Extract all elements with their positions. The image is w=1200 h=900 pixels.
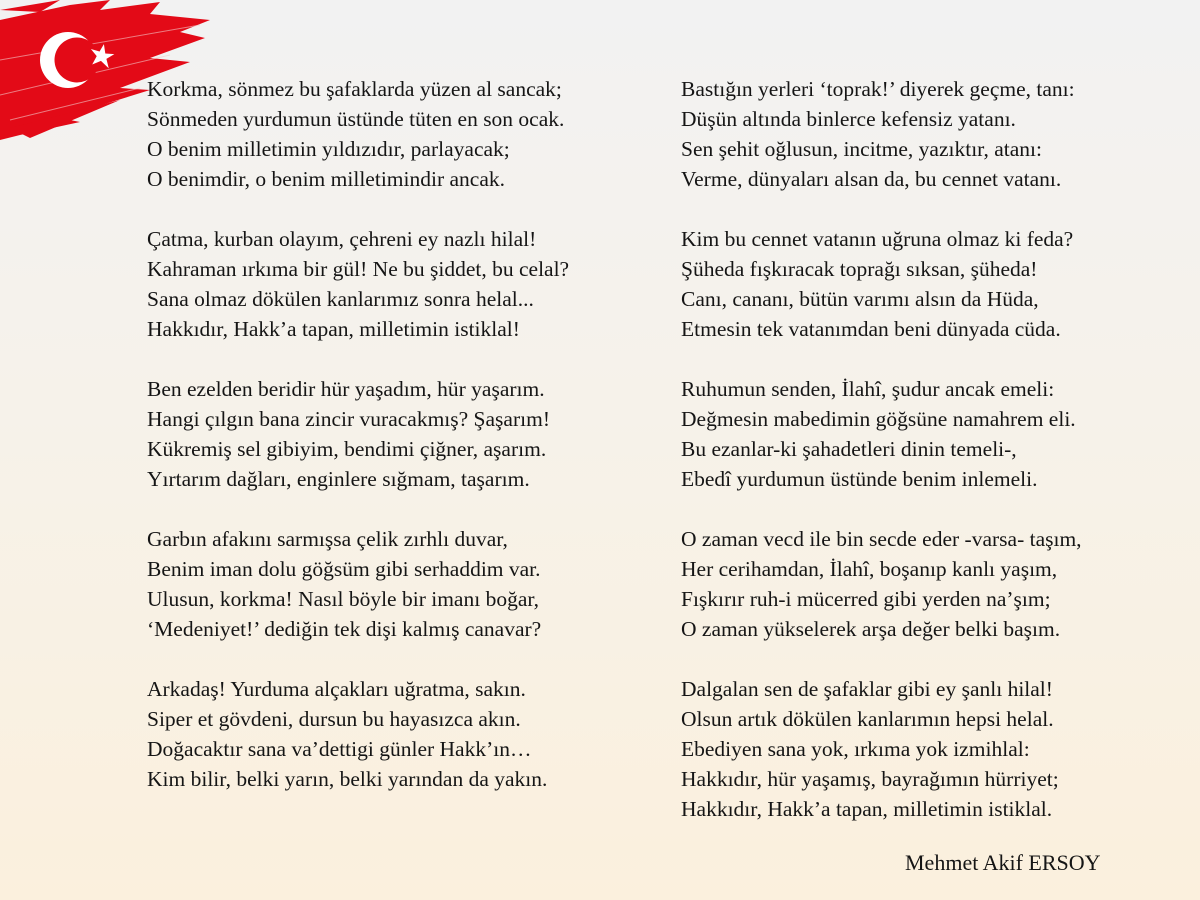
poem-line: Ebediyen sana yok, ırkıma yok izmihlal:: [681, 737, 1030, 761]
poem-line: Olsun artık dökülen kanlarımın hepsi helal.: [681, 707, 1054, 731]
poem-line: Hakkıdır, Hakk’a tapan, milletimin istiklal!: [147, 317, 520, 341]
poem-stanza: [147, 374, 569, 494]
poem-line: Ebedî yurdumun üstünde benim inlemeli.: [681, 467, 1038, 491]
poem-line: Hakkıdır, hür yaşamış, bayrağımın hürriyet;: [681, 767, 1059, 791]
poem-stanza: [681, 74, 1082, 194]
poem-line: Siper et gövdeni, dursun bu hayasızca akın.: [147, 707, 521, 731]
poem-line: Hakkıdır, Hakk’a tapan, milletimin istiklal.: [681, 797, 1053, 821]
poem-line: Kim bilir, belki yarın, belki yarından da yakın.: [147, 767, 548, 791]
poem-line: Bastığın yerleri ‘toprak!’ diyerek geçme, tanı:: [681, 77, 1075, 101]
poem-stanza: [681, 524, 1082, 644]
poem-line: Verme, dünyaları alsan da, bu cennet vatanı.: [681, 167, 1062, 191]
poem-author-signature: Mehmet Akif ERSOY: [905, 850, 1101, 875]
poem-line: Garbın afakını sarmışsa çelik zırhlı duvar,: [147, 527, 508, 551]
poem-line: Hangi çılgın bana zincir vuracakmış? Şaşarım!: [147, 407, 550, 431]
poem-line: ‘Medeniyet!’ dediğin tek dişi kalmış canavar?: [147, 617, 542, 641]
poem-stanza: [681, 224, 1082, 344]
poem-stanza: [681, 674, 1082, 824]
poem-line: Canı, cananı, bütün varımı alsın da Hüda,: [681, 287, 1039, 311]
poem-line: Doğacaktır sana va’dettigi günler Hakk’ın…: [147, 737, 532, 761]
poem-line: Ben ezelden beridir hür yaşadım, hür yaşarım.: [147, 377, 545, 401]
poem-line: Değmesin mabedimin göğsüne namahrem eli.: [681, 407, 1076, 431]
poem-left-column: [147, 74, 569, 824]
poem-line: Kükremiş sel gibiyim, bendimi çiğner, aşarım.: [147, 437, 547, 461]
poem-line: Benim iman dolu göğsüm gibi serhaddim var.: [147, 557, 541, 581]
poem-line: Sönmeden yurdumun üstünde tüten en son ocak.: [147, 107, 565, 131]
poem-stanza: [147, 74, 569, 194]
poem-stanza: [147, 224, 569, 344]
poem-stanza: [681, 374, 1082, 494]
poem-line: Etmesin tek vatanımdan beni dünyada cüda.: [681, 317, 1061, 341]
poem-line: Ulusun, korkma! Nasıl böyle bir imanı boğar,: [147, 587, 540, 611]
poem-line: O zaman vecd ile bin secde eder -varsa- taşım,: [681, 527, 1082, 551]
poem-line: O benim milletimin yıldızıdır, parlayacak;: [147, 137, 510, 161]
poem-line: Fışkırır ruh-i mücerred gibi yerden na’şım;: [681, 587, 1051, 611]
poem-stanza: [147, 674, 569, 794]
poem-line: Yırtarım dağları, enginlere sığmam, taşarım.: [147, 467, 530, 491]
poem-line: Bu ezanlar-ki şahadetleri dinin temeli-,: [681, 437, 1017, 461]
poem-line: Çatma, kurban olayım, çehreni ey nazlı hilal!: [147, 227, 537, 251]
poem-line: Kim bu cennet vatanın uğruna olmaz ki feda?: [681, 227, 1074, 251]
poem-right-column: [681, 74, 1082, 854]
poem-stanza: [147, 524, 569, 644]
poem-line: Ruhumun senden, İlahî, şudur ancak emeli:: [681, 377, 1055, 401]
poem-line: Korkma, sönmez bu şafaklarda yüzen al sancak;: [147, 77, 562, 101]
poem-line: Arkadaş! Yurduma alçakları uğratma, sakın.: [147, 677, 526, 701]
poem-line: O zaman yükselerek arşa değer belki başım.: [681, 617, 1061, 641]
poem-line: O benimdir, o benim milletimindir ancak.: [147, 167, 505, 191]
poem-line: Sen şehit oğlusun, incitme, yazıktır, atanı:: [681, 137, 1042, 161]
poem-line: Sana olmaz dökülen kanlarımız sonra helal...: [147, 287, 534, 311]
poem-line: Düşün altında binlerce kefensiz yatanı.: [681, 107, 1016, 131]
poem-line: Her cerihamdan, İlahî, boşanıp kanlı yaşım,: [681, 557, 1058, 581]
poem-line: Kahraman ırkıma bir gül! Ne bu şiddet, bu celal?: [147, 257, 570, 281]
poem-line: Dalgalan sen de şafaklar gibi ey şanlı hilal!: [681, 677, 1053, 701]
poem-line: Şüheda fışkıracak toprağı sıksan, şüheda!: [681, 257, 1038, 281]
